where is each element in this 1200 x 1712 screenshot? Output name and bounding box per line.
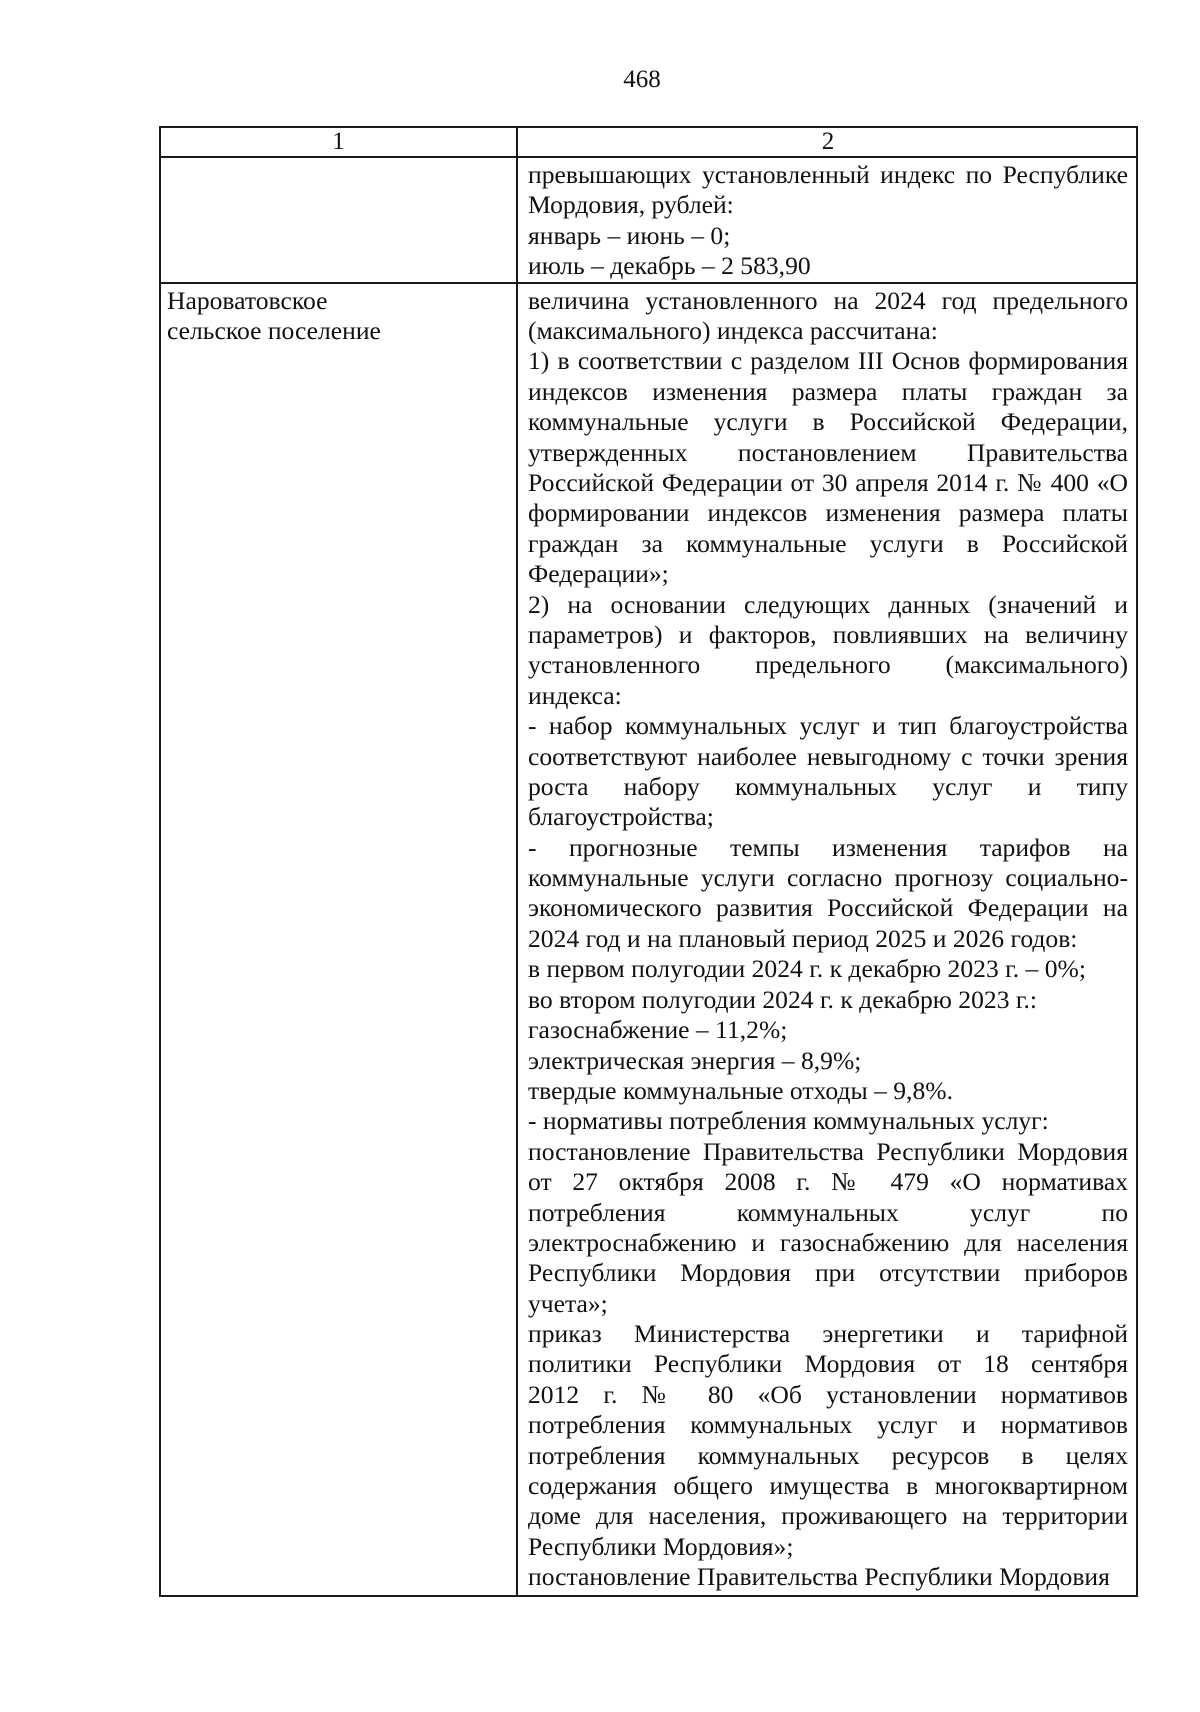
municipality-name-line: сельское поселение: [167, 316, 381, 346]
cell-text-line: потребления коммунальных услуг по: [528, 1197, 1128, 1227]
cell-text-line: потребления коммунальных ресурсов в целях: [528, 1440, 1128, 1470]
table-header-col-1: 1: [160, 127, 517, 157]
cell-text-line: (максимального) индекса рассчитана:: [528, 316, 938, 345]
table-header-row: [160, 127, 1137, 157]
cell-text-line: 2024 год и на плановый период 2025 и 2026 годов:: [528, 923, 1078, 953]
cell-text-line: параметров) и факторов, повлиявших на величину: [528, 619, 1128, 649]
cell-text-line: Российской Федерации от 30 апреля 2014 г. № 400 «О: [528, 467, 1128, 497]
cell-text-line: Мордовия, рублей:: [528, 190, 734, 220]
cell-text-line: январь – июнь – 0;: [528, 220, 731, 250]
cell-text-line: - набор коммунальных услуг и тип благоустройства: [528, 711, 1128, 741]
cell-text-line: - прогнозные темпы изменения тарифов на: [528, 832, 1128, 862]
cell-text-line: электроснабжению и газоснабжению для населения: [528, 1227, 1128, 1257]
cell-text-line: потребления коммунальных услуг и нормативов: [528, 1410, 1128, 1440]
cell-text-line: экономического развития Российской Федерации на: [528, 893, 1128, 923]
cell-text-line: во втором полугодии 2024 г. к декабрю 2023 г.:: [528, 984, 1038, 1014]
table-cell-col-1: [160, 283, 517, 1596]
table-cell-col-2: [517, 283, 1137, 1596]
cell-text-line: в первом полугодии 2024 г. к декабрю 2023 г. – 0%;: [528, 954, 1086, 984]
cell-text-line: учета»;: [528, 1288, 608, 1318]
cell-text-line: Федерации»;: [528, 559, 669, 589]
cell-text-line: установленного предельного (максимального): [528, 650, 1128, 680]
cell-text-line: доме для населения, проживающего на территории: [528, 1501, 1128, 1531]
cell-text-line: формировании индексов изменения размера платы: [528, 498, 1128, 528]
cell-text-line: июль – декабрь – 2 583,90: [528, 251, 811, 281]
cell-text-line: благоустройства;: [528, 802, 714, 832]
table-row: [160, 157, 1137, 283]
cell-text-line: утвержденных постановлением Правительства: [528, 437, 1128, 467]
cell-text-line: коммунальные услуги в Российской Федерации,: [528, 407, 1128, 437]
cell-text-line: соответствуют наиболее невыгодному с точки зрения: [528, 741, 1128, 771]
cell-text-line: 2012 г. № 80 «Об установлении нормативов: [528, 1379, 1128, 1409]
municipality-name-line: Нароватовское: [167, 285, 328, 315]
table-row: [160, 283, 1137, 1596]
cell-text-line: электрическая энергия – 8,9%;: [528, 1045, 862, 1075]
cell-text-line: от 27 октября 2008 г. № 479 «О нормативах: [528, 1167, 1128, 1197]
cell-text-line: индексов изменения размера платы граждан за: [528, 376, 1128, 406]
cell-text-line: - нормативы потребления коммунальных услуг:: [528, 1106, 1049, 1136]
cell-text-line: роста набору коммунальных услуг и типу: [528, 771, 1128, 801]
table-header-col-2: 2: [517, 127, 1137, 157]
page-number: 468: [623, 66, 661, 93]
cell-text-line: 2) на основании следующих данных (значений и: [528, 589, 1128, 619]
cell-text-line: индекса:: [528, 680, 622, 710]
cell-text-line: граждан за коммунальные услуги в Российской: [528, 528, 1128, 558]
cell-text-line: коммунальные услуги согласно прогнозу социально-: [528, 863, 1128, 893]
cell-text-line: постановление Правительства Республики Мордовия: [528, 1562, 1110, 1592]
cell-text-line: величина установленного на 2024 год предельного: [528, 285, 1128, 315]
cell-text-line: газоснабжение – 11,2%;: [528, 1015, 788, 1045]
cell-text-line: приказ Министерства энергетики и тарифной: [528, 1319, 1128, 1349]
cell-text-line: превышающих установленный индекс по Республике: [528, 160, 1128, 189]
cell-text-line: политики Республики Мордовия от 18 сентября: [528, 1349, 1128, 1379]
cell-text-line: постановление Правительства Республики Мордовия: [528, 1136, 1128, 1166]
table-cell-col-2: [517, 157, 1137, 283]
document-table: [159, 126, 1138, 1597]
cell-text-line: 1) в соответствии с разделом III Основ формирования: [528, 346, 1128, 376]
cell-text-line: содержания общего имущества в многоквартирном: [528, 1471, 1128, 1501]
cell-text-line: твердые коммунальные отходы – 9,8%.: [528, 1075, 953, 1105]
table-cell-col-1: [160, 157, 517, 283]
cell-text-line: Республики Мордовия»;: [528, 1531, 794, 1561]
cell-text-line: Республики Мордовия при отсутствии приборов: [528, 1258, 1128, 1288]
